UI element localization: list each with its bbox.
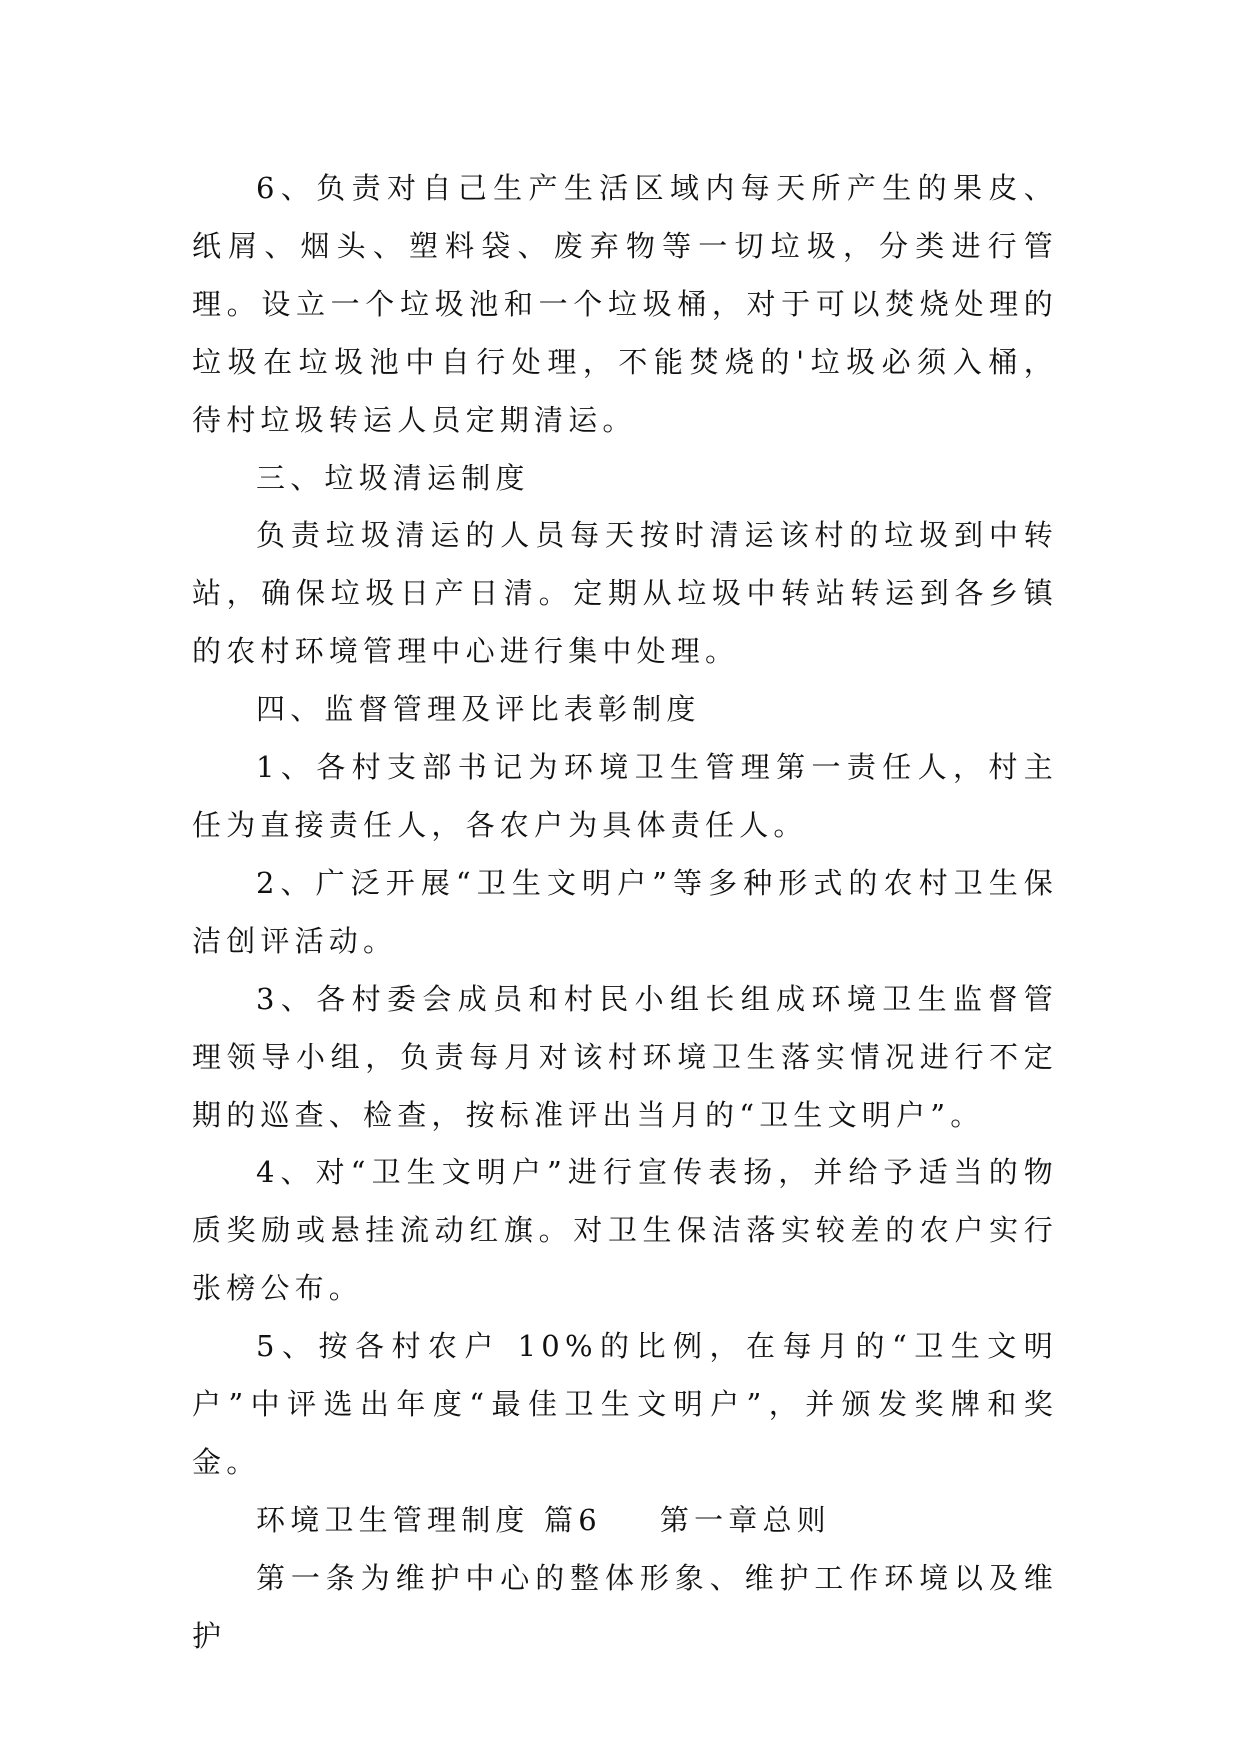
- paragraph-item-2: 2、广泛开展“卫生文明户”等多种形式的农村卫生保洁创评活动。: [192, 865, 1058, 958]
- section-title-line: [192, 1492, 1058, 1550]
- section-title: 环境卫生管理制度 篇6: [256, 1502, 602, 1537]
- paragraph-item-3: 3、各村委会成员和村民小组长组成环境卫生监督管理领导小组，负责每月对该村环境卫生落实情况进行不定期的巡查、检查，按标准评出当月的“卫生文明户”。: [192, 981, 1058, 1132]
- paragraph-item-5: 5、按各村农户 10%的比例，在每月的“卫生文明户”中评选出年度“最佳卫生文明户”，并颁发奖牌和奖金。: [192, 1329, 1058, 1479]
- section-heading-supervision: 四、监督管理及评比表彰制度: [256, 692, 701, 727]
- chapter-title: 第一章总则: [659, 1502, 831, 1537]
- section-heading-garbage-transport: 三、垃圾清运制度: [256, 460, 530, 495]
- paragraph-article-1: 第一条为维护中心的整体形象、维护工作环境以及维护: [192, 1560, 1058, 1653]
- paragraph-item-1: 1、各村支部书记为环境卫生管理第一责任人，村主任为直接责任人，各农户为具体责任人。: [192, 750, 1058, 842]
- document-body: [192, 160, 1058, 1666]
- paragraph-garbage-transport: 负责垃圾清运的人员每天按时清运该村的垃圾到中转站，确保垃圾日产日清。定期从垃圾中转站转运到各乡镇的农村环境管理中心进行集中处理。: [192, 518, 1058, 669]
- paragraph-item-6: 6、负责对自己生产生活区域内每天所产生的果皮、纸屑、烟头、塑料袋、废弃物等一切垃圾，分类进行管理。设立一个垃圾池和一个垃圾桶，对于可以焚烧处理的垃圾在垃圾池中自行处理，不能焚烧的'垃圾必须入桶，待村垃圾转运人员定期清运。: [192, 171, 1058, 437]
- paragraph-item-4: 4、对“卫生文明户”进行宣传表扬，并给予适当的物质奖励或悬挂流动红旗。对卫生保洁落实较差的农户实行张榜公布。: [192, 1155, 1058, 1306]
